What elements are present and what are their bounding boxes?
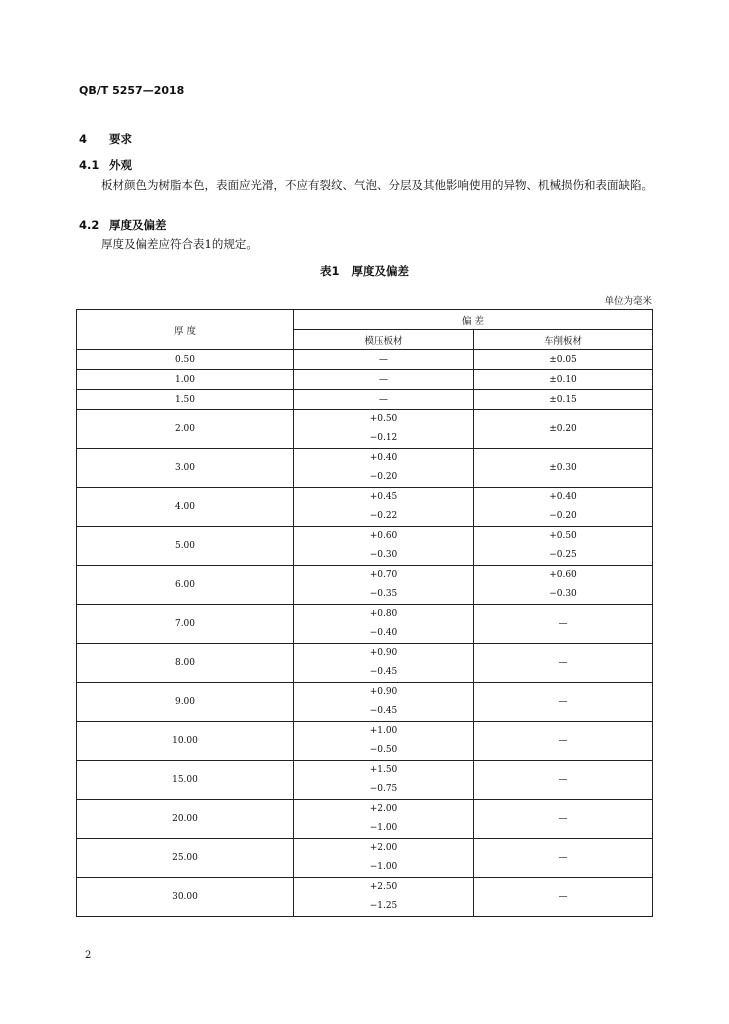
molded-deviation-value: −1.00 <box>369 823 398 833</box>
molded-deviation-cell <box>294 410 474 449</box>
thickness-deviation-table <box>76 309 653 917</box>
turned-deviation-cell: — <box>474 683 653 722</box>
thickness-cell: 1.00 <box>77 370 294 390</box>
molded-deviation-value: +0.45 <box>369 492 398 502</box>
section-4-2-heading <box>79 217 167 233</box>
table-row <box>77 350 653 370</box>
molded-deviation-cell <box>294 839 474 878</box>
turned-deviation-value: +0.60 <box>549 570 577 580</box>
molded-deviation-value: −0.30 <box>369 550 398 560</box>
molded-deviation-cell <box>294 644 474 683</box>
section-title: 外观 <box>109 158 132 172</box>
thickness-cell: 9.00 <box>77 683 294 722</box>
table-row <box>77 683 653 722</box>
molded-deviation-cell <box>294 449 474 488</box>
molded-deviation-cell <box>294 800 474 839</box>
molded-deviation-value: +0.80 <box>369 609 398 619</box>
table-row <box>77 800 653 839</box>
molded-deviation-value: +1.00 <box>369 726 398 736</box>
molded-deviation-value: +0.70 <box>369 570 398 580</box>
molded-deviation-value: −0.40 <box>369 628 398 638</box>
thickness-cell: 10.00 <box>77 722 294 761</box>
molded-deviation-value: −0.45 <box>369 667 398 677</box>
section-number: 4.2 <box>79 218 100 232</box>
molded-deviation-value: −0.22 <box>369 511 398 521</box>
molded-deviation-value: +0.90 <box>369 648 398 658</box>
turned-deviation-value: −0.20 <box>549 511 577 521</box>
table-row <box>77 839 653 878</box>
section-title: 要求 <box>109 132 132 146</box>
section-4-2-text: 厚度及偏差应符合表1的规定。 <box>101 237 258 251</box>
table-caption <box>0 263 729 279</box>
molded-deviation-cell <box>294 527 474 566</box>
molded-deviation-value: +0.90 <box>369 687 398 697</box>
molded-deviation-value: +0.60 <box>369 531 398 541</box>
table-row <box>77 488 653 527</box>
table-row <box>77 605 653 644</box>
table-row <box>77 527 653 566</box>
table-number: 表1 <box>319 264 340 278</box>
molded-deviation-value: +2.00 <box>369 843 398 853</box>
molded-deviation-cell <box>294 878 474 917</box>
turned-deviation-cell: — <box>474 800 653 839</box>
section-number: 4.1 <box>79 158 100 172</box>
molded-deviation-cell <box>294 605 474 644</box>
molded-deviation-cell <box>294 566 474 605</box>
turned-deviation-cell: — <box>474 605 653 644</box>
molded-deviation-cell <box>294 761 474 800</box>
molded-deviation-value: −0.45 <box>369 706 398 716</box>
turned-deviation-value: +0.40 <box>549 492 577 502</box>
turned-deviation-cell: — <box>474 878 653 917</box>
molded-deviation-cell <box>294 488 474 527</box>
molded-deviation-value: −0.50 <box>369 745 398 755</box>
thickness-cell: 8.00 <box>77 644 294 683</box>
molded-deviation-cell: — <box>294 350 474 370</box>
turned-deviation-cell: ±0.20 <box>474 410 653 449</box>
table-row <box>77 761 653 800</box>
turned-deviation-cell: ±0.30 <box>474 449 653 488</box>
turned-deviation-cell: — <box>474 644 653 683</box>
molded-deviation-value: −1.00 <box>369 862 398 872</box>
molded-deviation-value: +0.40 <box>369 453 398 463</box>
thickness-cell: 25.00 <box>77 839 294 878</box>
thickness-cell: 30.00 <box>77 878 294 917</box>
table-row <box>77 370 653 390</box>
molded-deviation-cell: — <box>294 390 474 410</box>
thickness-cell: 20.00 <box>77 800 294 839</box>
thickness-cell: 5.00 <box>77 527 294 566</box>
molded-deviation-value: −1.25 <box>369 901 398 911</box>
turned-deviation-value: +0.50 <box>549 531 577 541</box>
molded-deviation-cell: — <box>294 370 474 390</box>
table-row <box>77 722 653 761</box>
turned-deviation-cell: ±0.05 <box>474 350 653 370</box>
turned-deviation-cell <box>474 566 653 605</box>
molded-deviation-value: −0.20 <box>369 472 398 482</box>
turned-deviation-cell: ±0.10 <box>474 370 653 390</box>
table-row <box>77 410 653 449</box>
thickness-cell: 0.50 <box>77 350 294 370</box>
table-row <box>77 566 653 605</box>
header-thickness: 厚 度 <box>77 310 294 350</box>
molded-deviation-value: +1.50 <box>369 765 398 775</box>
turned-deviation-cell: ±0.15 <box>474 390 653 410</box>
table-row <box>77 390 653 410</box>
thickness-cell: 7.00 <box>77 605 294 644</box>
turned-deviation-cell: — <box>474 761 653 800</box>
thickness-cell: 3.00 <box>77 449 294 488</box>
section-4-heading <box>79 131 132 147</box>
thickness-cell: 6.00 <box>77 566 294 605</box>
molded-deviation-value: −0.75 <box>369 784 398 794</box>
header-molded: 模压板材 <box>294 330 474 350</box>
table-row <box>77 878 653 917</box>
thickness-cell: 15.00 <box>77 761 294 800</box>
section-number: 4 <box>79 132 88 146</box>
molded-deviation-value: −0.12 <box>369 433 398 443</box>
table-title: 厚度及偏差 <box>351 264 410 278</box>
turned-deviation-cell <box>474 488 653 527</box>
section-4-1-text: 板材颜色为树脂本色，表面应光滑，不应有裂纹、气泡、分层及其他影响使用的异物、机械损伤和表面缺陷。 <box>101 178 653 192</box>
header-turned: 车削板材 <box>474 330 653 350</box>
turned-deviation-cell: — <box>474 722 653 761</box>
molded-deviation-value: +0.50 <box>369 414 398 424</box>
turned-deviation-cell: — <box>474 839 653 878</box>
thickness-cell: 1.50 <box>77 390 294 410</box>
molded-deviation-cell <box>294 683 474 722</box>
molded-deviation-cell <box>294 722 474 761</box>
turned-deviation-value: −0.30 <box>549 589 577 599</box>
section-4-1-heading <box>79 157 132 173</box>
section-title: 厚度及偏差 <box>109 218 167 232</box>
standard-number: QB/T 5257—2018 <box>79 84 185 97</box>
turned-deviation-cell <box>474 527 653 566</box>
thickness-cell: 2.00 <box>77 410 294 449</box>
molded-deviation-value: −0.35 <box>369 589 398 599</box>
thickness-cell: 4.00 <box>77 488 294 527</box>
header-deviation: 偏 差 <box>294 310 653 330</box>
table-row <box>77 644 653 683</box>
molded-deviation-value: +2.50 <box>369 882 398 892</box>
page-number: 2 <box>85 950 92 961</box>
unit-note: 单位为毫米 <box>604 296 652 307</box>
turned-deviation-value: −0.25 <box>549 550 577 560</box>
table-row <box>77 449 653 488</box>
molded-deviation-value: +2.00 <box>369 804 398 814</box>
